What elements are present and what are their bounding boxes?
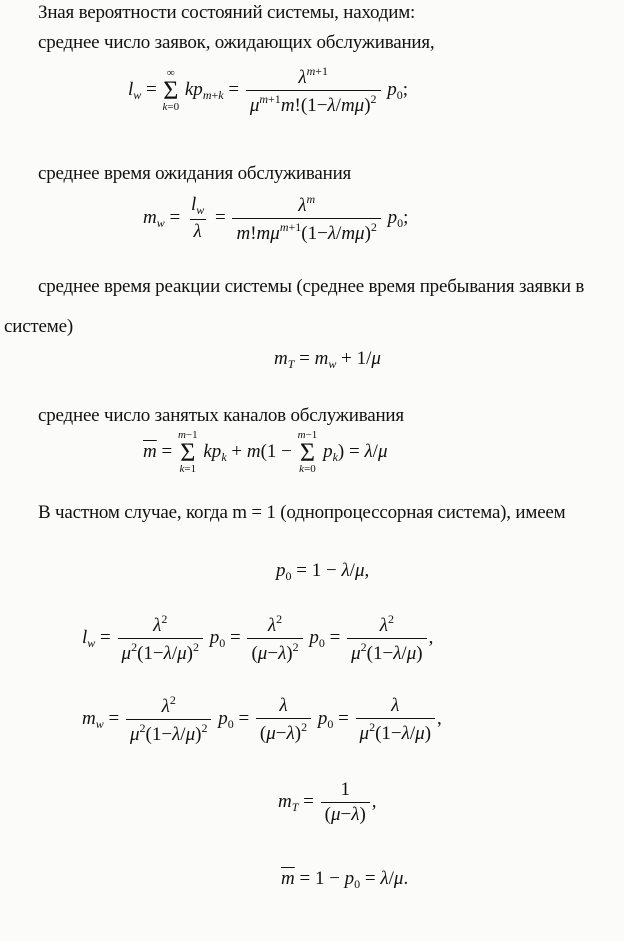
text-line-7: В частном случае, когда m = 1 (однопроцессорная система), имеем [38, 502, 566, 523]
formula-p0: $p_0 = 1 - \lambda/\mu$, [276, 560, 370, 583]
text-line-5: системе) [4, 316, 73, 337]
formula-mbar-m1: $\overline{m} = 1 - p_0 = \lambda/\mu$. [281, 868, 409, 891]
formula-mbar: $\overline{m}$ = m−1 Σ k=1 $kp_k + m(1$ − m−1 Σ k=0 $p_k) = \lambda/\mu$ [143, 429, 388, 476]
formula-mt: $m_T = m_w + 1/\mu$ [274, 348, 381, 371]
text-line-4: среднее время реакции системы (среднее время пребывания заявки в [38, 276, 585, 297]
formula-mw: $m_w$ = $\frac{l_w}{\lambda}$ = $\frac{\lambda^m}{m!m\mu^{m+1}(1-\lambda/m\mu)^2}$ $p_0$; [143, 192, 409, 244]
text-line-2: среднее число заявок, ожидающих обслуживания, [38, 32, 435, 53]
text-line-1: Зная вероятности состояний системы, находим: [38, 2, 416, 23]
formula-mw-m1: $m_w$ = $\frac{\lambda^2}{\mu^2(1-\lambda/\mu)^2}$ $p_0$ = $\frac{\lambda}{(\mu-\lambda)^2}$ $p_0$ = $\frac{\lambda}{\mu^2(1-\lambda/\mu)}$ , [82, 693, 442, 745]
formula-lw-m1: $l_w$ = $\frac{\lambda^2}{\mu^2(1-\lambda/\mu)^2}$ $p_0$ = $\frac{\lambda^2}{(\mu-\lambda)^2}$ $p_0$ = $\frac{\lambda^2}{\mu^2(1-\lambda/\mu)}$ , [82, 612, 434, 664]
text-line-6: среднее число занятых каналов обслуживания [38, 405, 404, 426]
formula-mt-m1: $m_T$ = $\frac{1}{(\mu-\lambda)}$ , [278, 779, 377, 825]
text-line-3: среднее время ожидания обслуживания [38, 163, 352, 184]
formula-lw: $l_w$ = ∞ Σ k=0 $kp_{m+k}$ = $\frac{\lambda^{m+1}}{\mu^{m+1}m!(1-\lambda/m\mu)^2}$ $p_0$; [128, 64, 409, 116]
